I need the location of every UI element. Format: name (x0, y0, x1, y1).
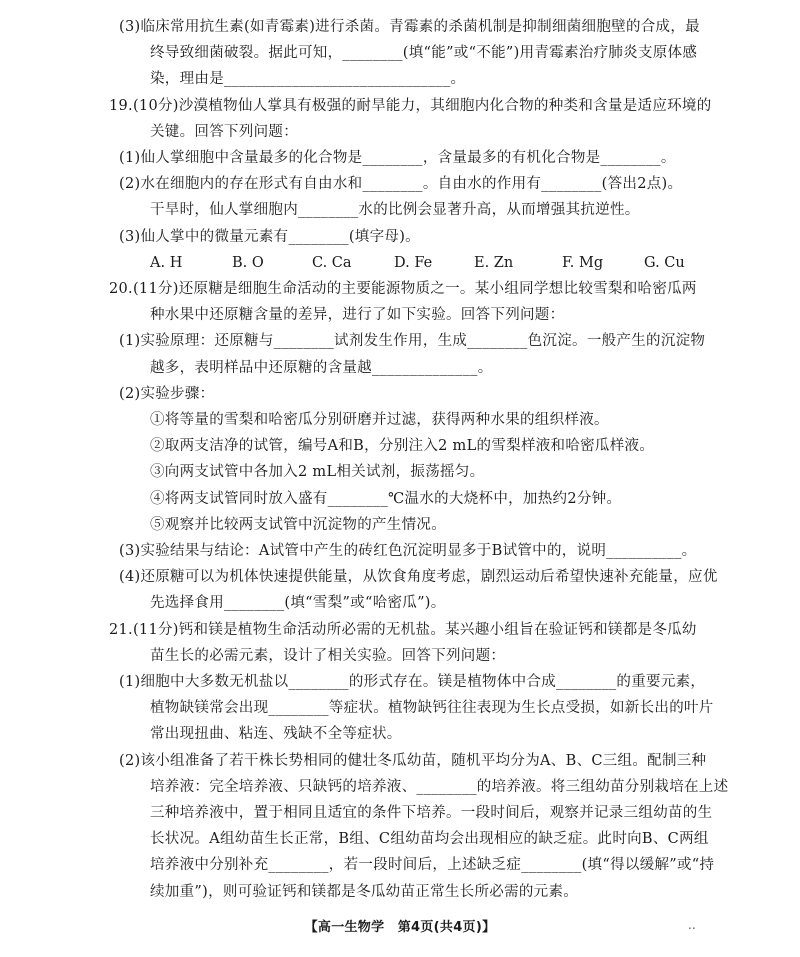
q21-1-line-2: 植物缺镁常会出现________等症状。植物缺钙往往表现为生长点受损，如新长出的叶片 (150, 700, 714, 717)
q20-step-2: ②取两支洁净的试管，编号A和B，分别注入2 mL的雪梨样液和哈密瓜样液。 (150, 438, 655, 455)
q18-3-line-2: 终导致细菌破裂。据此可知，________(填“能”或“不能”)用青霉素治疗肺炎支原体感 (150, 45, 698, 62)
q21-1-line-1: (1)细胞中大多数无机盐以________的形式存在。镁是植物体中合成________的重要元素， (119, 674, 706, 690)
q19-stem-line-2: 关键。回答下列问题： (150, 123, 298, 140)
q20-step-4: ④将两支试管同时放入盛有________℃温水的大烧杯中，加热约2分钟。 (150, 490, 622, 507)
q19-3: (3)仙人掌中的微量元素有________(填字母)。 (119, 228, 420, 245)
q20-1-line-2: 越多，表明样品中还原糖的含量越______________。 (150, 359, 493, 376)
q21-2-line-5: 培养液中分别补充________，若一段时间后，上述缺乏症________(填“得以缓解”或“持 (150, 857, 715, 874)
q21-2-line-4: 长状况。A组幼苗生长正常，B组、C组幼苗均会出现相应的缺乏症。此时向B、C两组 (150, 831, 709, 848)
page-footer: 【高一生物学 第4页(共4页)】 (304, 920, 496, 935)
q20-4-line-2: 先选择食用________(填“雪梨”或“哈密瓜”)。 (150, 595, 446, 612)
q21-stem-line-2: 苗生长的必需元素，设计了相关实验。回答下列问题： (150, 647, 506, 664)
q21-2-line-2: 培养液：完全培养液、只缺钙的培养液、________的培养液。将三组幼苗分别栽培在上述 (150, 778, 729, 795)
q21-2-line-1: (2)该小组准备了若干株长势相同的健壮冬瓜幼苗，随机平均分为A、B、C三组。配制三种 (119, 752, 707, 769)
q20-step-1: ①将等量的雪梨和哈密瓜分别研磨并过滤，获得两种水果的组织样液。 (150, 412, 609, 428)
option-e: E. Zn (474, 254, 514, 271)
option-c: C. Ca (312, 254, 352, 271)
q19-2-line-2: 干旱时，仙人掌细胞内________水的比例会显著升高，从而增强其抗逆性。 (150, 202, 640, 219)
q19-stem-line-1: 19.(10分)沙漠植物仙人掌具有极强的耐旱能力，其细胞内化合物的种类和含量是适应环境的 (109, 97, 712, 114)
option-b: B. O (232, 254, 264, 271)
q19-1: (1)仙人掌细胞中含量最多的化合物是________，含量最多的有机化合物是________。 (119, 150, 676, 166)
option-g: G. Cu (644, 254, 685, 271)
q20-step-3: ③向两支试管中各加入2 mL相关试剂，振荡摇匀。 (150, 464, 485, 481)
q21-stem-line-1: 21.(11分)钙和镁是植物生命活动所必需的无机盐。某兴趣小组旨在验证钙和镁都是冬瓜幼 (109, 621, 697, 638)
q21-2-line-3: 三种培养液中，置于相同且适宜的条件下培养。一段时间后，观察并记录三组幼苗的生 (150, 805, 713, 821)
q19-3-options (150, 253, 685, 273)
q21-2-line-6: 续加重”)，则可验证钙和镁都是冬瓜幼苗正常生长所必需的元素。 (150, 883, 579, 900)
q20-stem-line-2: 种水果中还原糖含量的差异，进行了如下实验。回答下列问题： (150, 307, 565, 324)
q20-2-heading: (2)实验步骤： (119, 385, 215, 402)
q20-1-line-1: (1)实验原理：还原糖与________试剂发生作用，生成________色沉淀。一般产生的沉淀物 (119, 333, 706, 350)
q20-step-5: ⑤观察并比较两支试管中沉淀物的产生情况。 (150, 516, 446, 533)
q21-1-line-3: 常出现扭曲、粘连、残缺不全等症状。 (150, 726, 402, 743)
q20-4-line-1: (4)还原糖可以为机体快速提供能量，从饮食角度考虑，剧烈运动后希望快速补充能量，应优 (119, 569, 718, 586)
q18-3-line-3: 染，理由是______________________________。 (150, 71, 466, 88)
q20-stem-line-1: 20.(11分)还原糖是细胞生命活动的主要能源物质之一。某小组同学想比较雪梨和哈密瓜两 (109, 281, 697, 297)
option-f: F. Mg (562, 254, 604, 271)
q18-3-line-1: (3)临床常用抗生素(如青霉素)进行杀菌。青霉素的杀菌机制是抑制细菌细胞壁的合成，最 (119, 19, 700, 35)
q19-2-line-1: (2)水在细胞内的存在形式有自由水和________。自由水的作用有________(答出2点)。 (119, 176, 683, 193)
option-d: D. Fe (394, 254, 433, 271)
footer-mark: .. (688, 918, 696, 932)
option-a: A. H (150, 254, 183, 271)
q20-3: (3)实验结果与结论：A试管中产生的砖红色沉淀明显多于B试管中的，说明__________。 (119, 543, 697, 559)
